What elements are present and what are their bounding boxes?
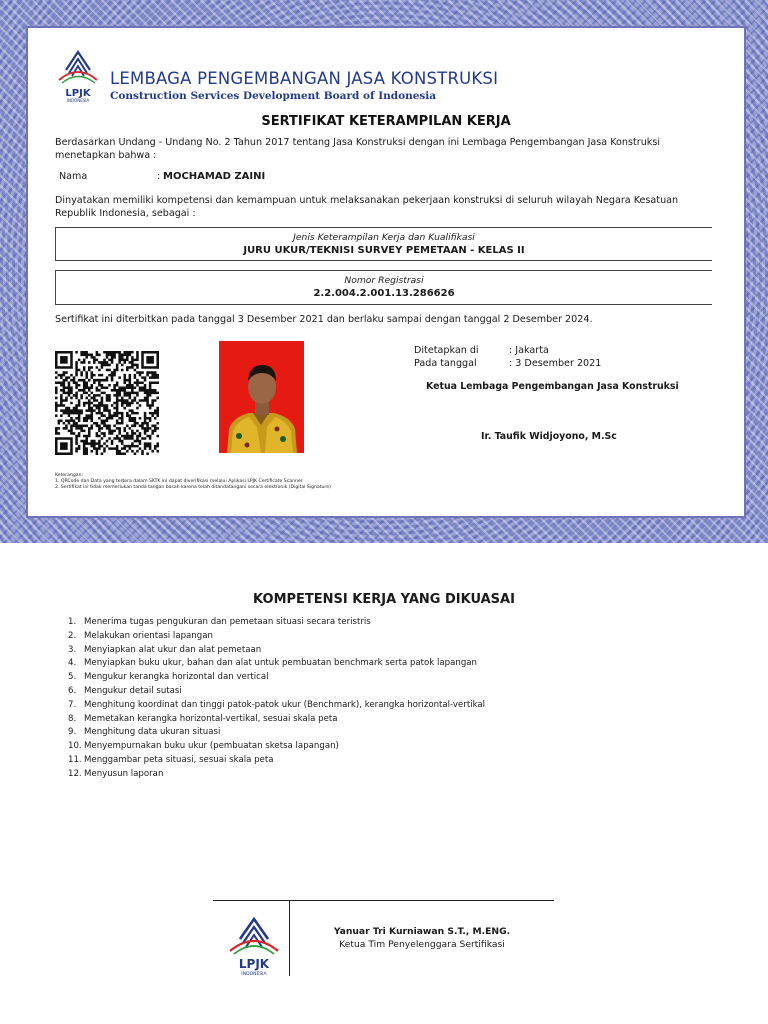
org-subtitle: Construction Services Development Board of Indonesia: [110, 90, 437, 102]
item-number: 6.: [68, 685, 77, 696]
lpjk-logo: [54, 40, 102, 104]
list-item: [68, 617, 485, 631]
logo-subtext: INDONESIA: [66, 98, 90, 103]
holder-name: MOCHAMAD ZAINI: [163, 171, 266, 182]
issued-date-label: Pada tanggal: [414, 358, 477, 369]
item-text: Menerima tugas pengukuran dan pemetaan situasi secara teristris: [84, 617, 371, 627]
name-colon: :: [157, 171, 161, 182]
issued-date-value: : 3 Desember 2021: [509, 358, 602, 369]
registration-label: Nomor Registrasi: [344, 275, 424, 286]
footer-signer-role: Ketua Tim Penyelenggara Sertifikasi: [339, 939, 505, 950]
item-number: 10.: [68, 741, 82, 752]
item-number: 9.: [68, 727, 77, 738]
list-item: [68, 672, 485, 686]
item-number: 4.: [68, 658, 77, 669]
item-text: Menggambar peta situasi, sesuai skala peta: [84, 754, 274, 765]
item-number: 3.: [68, 644, 77, 655]
list-item: [68, 631, 485, 645]
list-item: [68, 700, 485, 714]
footer-lpjk-logo: [224, 905, 284, 977]
qr-code[interactable]: [55, 351, 159, 455]
list-item: [68, 741, 485, 755]
skill-box: [55, 227, 712, 261]
signer-title: Ketua Lembaga Pengembangan Jasa Konstruksi: [426, 381, 679, 392]
issued-at-label: Ditetapkan di: [414, 345, 479, 356]
notes-title: Keterangan:: [55, 473, 84, 478]
certificate-title: SERTIFIKAT KETERAMPILAN KERJA: [261, 114, 511, 129]
name-label: Nama: [59, 171, 88, 182]
footer-divider: [213, 900, 554, 901]
item-text: Menghitung koordinat dan tinggi patok-patok ukur (Benchmark), kerangka horizontal-vertikal: [84, 699, 486, 710]
issued-at-value: : Jakarta: [509, 345, 549, 356]
qr-finder-1: [141, 351, 159, 369]
item-text: Memetakan kerangka horizontal-vertikal, sesuai skala peta: [84, 713, 338, 724]
org-name: LEMBAGA PENGEMBANGAN JASA KONSTRUKSI: [110, 69, 499, 88]
logo-text: LPJK: [65, 88, 91, 99]
issuance-details: [414, 344, 601, 370]
registration-number: 2.2.004.2.001.13.286626: [313, 288, 455, 299]
item-text: Melakukan orientasi lapangan: [84, 630, 213, 641]
item-text: Mengukur kerangka horizontal dan vertical: [84, 672, 269, 683]
footer-logo-subtext: INDONESIA: [241, 972, 267, 977]
qr-finder-0: [55, 351, 73, 369]
intro-text: Berdasarkan Undang - Undang No. 2 Tahun 2017 tentang Jasa Konstruksi dengan ini Lembaga Pengembangan Jasa Konstruksi menetapkan bahwa :: [55, 137, 660, 161]
list-item: [68, 727, 485, 741]
list-item: [68, 769, 485, 783]
skill-value: JURU UKUR/TEKNISI SURVEY PEMETAAN - KELAS II: [243, 245, 525, 256]
list-item: [68, 645, 485, 659]
item-number: 8.: [68, 713, 77, 724]
item-text: Menyiapkan buku ukur, bahan dan alat untuk pembuatan benchmark serta patok lapangan: [84, 658, 478, 669]
item-text: Menyempurnakan buku ukur (pembuatan sketsa lapangan): [84, 741, 339, 752]
item-text: Menyiapkan alat ukur dan alat pemetaan: [84, 644, 262, 655]
footer-vertical-divider: [289, 900, 290, 976]
skill-label: Jenis Keterampilan Kerja dan Kualifikasi: [293, 232, 475, 243]
note-item: 1. QRCode dan Data yang tertera dalam SKTK ini dapat diverifikasi melalui Aplikasi LPJK Certificate Scanner: [55, 479, 303, 484]
item-number: 11.: [68, 754, 82, 765]
registration-box: [55, 270, 712, 305]
item-text: Menghitung data ukuran situasi: [84, 727, 221, 738]
qr-finder-2: [55, 437, 73, 455]
notes: [55, 473, 331, 491]
item-text: Mengukur detail sutasi: [84, 685, 182, 696]
competencies-title: KOMPETENSI KERJA YANG DIKUASAI: [253, 592, 515, 607]
item-number: 5.: [68, 672, 77, 683]
footer-signer-name: Yanuar Tri Kurniawan S.T., M.ENG.: [333, 926, 511, 937]
certificate-sheet: [30, 30, 742, 514]
item-number: 7.: [68, 699, 77, 710]
declaration-text: Dinyatakan memiliki kompetensi dan kemampuan untuk melaksanakan pekerjaan konstruksi di seluruh wilayah Negara Kesatuan Republik Indonesia, sebagai :: [55, 195, 679, 219]
list-item: [68, 714, 485, 728]
note-item: 2. Sertifikat ini tidak memerlukan tanda tangan basah karena telah ditandatangani secara elektronik (Digital Signature): [55, 485, 331, 490]
list-item: [68, 658, 485, 672]
competencies-list: [68, 617, 485, 783]
holder-photo: [219, 341, 304, 453]
item-number: 12.: [68, 768, 82, 779]
item-text: Menyusun laporan: [84, 768, 164, 779]
validity-text: Sertifikat ini diterbitkan pada tanggal 3 Desember 2021 dan berlaku sampai dengan tanggal 2 Desember 2024.: [55, 314, 593, 325]
item-number: 1.: [68, 617, 77, 627]
signer-name: Ir. Taufik Widjoyono, M.Sc: [481, 431, 617, 442]
footer-logo-text: LPJK: [238, 957, 270, 971]
list-item: [68, 686, 485, 700]
item-number: 2.: [68, 630, 77, 641]
list-item: [68, 755, 485, 769]
